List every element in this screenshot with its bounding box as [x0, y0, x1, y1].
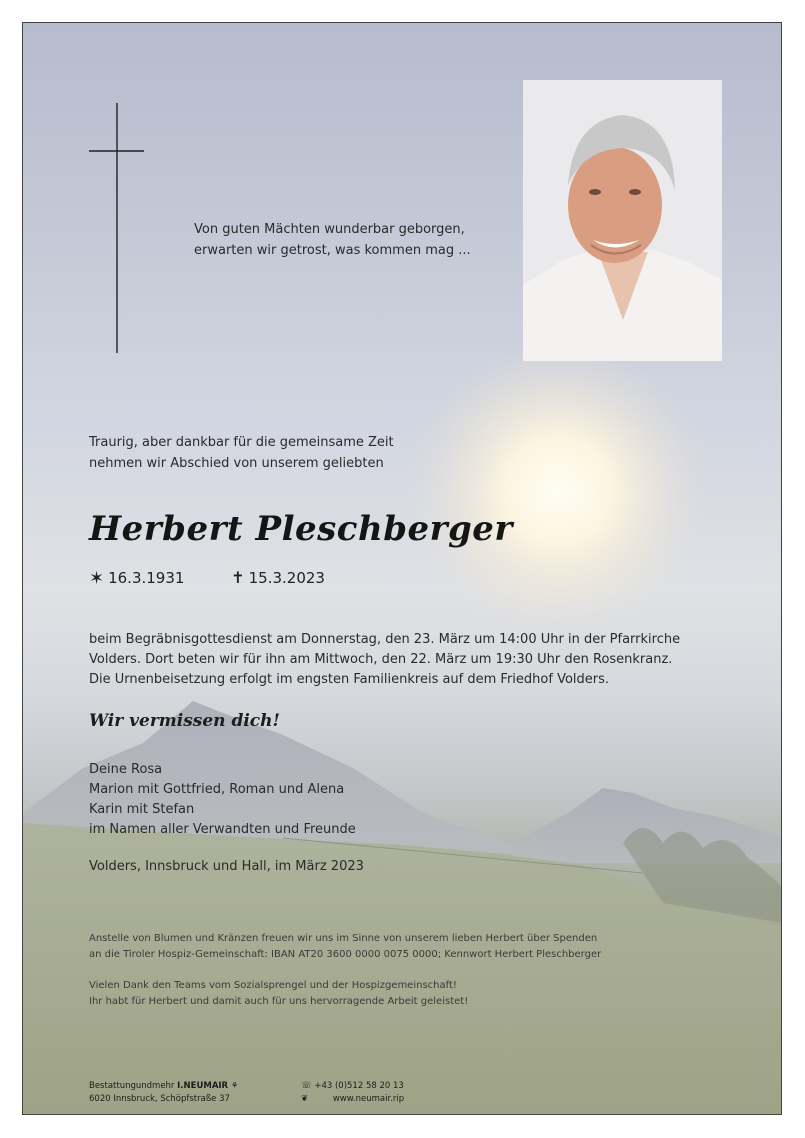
company-line	[89, 1080, 238, 1093]
donation-line-1: Anstelle von Blumen und Kränzen freuen wir uns im Sinne von unserem lieben Herbert über Spenden	[89, 933, 598, 944]
mourner: Karin mit Stefan	[89, 802, 195, 817]
donation-line-2: an die Tiroler Hospiz-Gemeinschaft: IBAN AT20 3600 0000 0075 0000; Kennwort Herbert Pleschberger	[89, 949, 602, 960]
butterfly-icon: ⚘	[230, 1081, 239, 1091]
birth-star-icon: ✶	[89, 568, 105, 589]
ceremony-line-3: Die Urnenbeisetzung erfolgt im engsten Familienkreis auf dem Friedhof Volders.	[89, 672, 610, 687]
footer-contact	[301, 1080, 404, 1106]
thanks-line-1: Vielen Dank den Teams vom Sozialsprengel und der Hospizgemeinschaft!	[89, 980, 457, 991]
mourner: Marion mit Gottfried, Roman und Alena	[89, 782, 345, 797]
phone-icon: ☏	[301, 1081, 312, 1091]
intro-line-2: nehmen wir Abschied von unserem geliebten	[89, 456, 384, 471]
intro-text	[89, 432, 394, 474]
sun	[408, 341, 708, 641]
cross-icon	[88, 103, 144, 353]
company-brand: I.NEUMAIR	[177, 1081, 229, 1091]
thanks-note	[89, 978, 468, 1010]
deceased-name: Herbert Pleschberger	[89, 509, 513, 549]
ceremony-line-1: beim Begräbnisgottesdienst am Donnerstag, den 23. März um 14:00 Uhr in der Pfarrkirche	[89, 632, 681, 647]
life-dates	[89, 568, 325, 589]
mourners-list	[89, 760, 356, 840]
phone-row	[301, 1080, 404, 1093]
death-cross-icon: ✝	[231, 568, 245, 587]
quote-line-1: Von guten Mächten wunderbar geborgen,	[194, 222, 465, 237]
website-row	[301, 1093, 404, 1106]
thanks-line-2: Ihr habt für Herbert und damit auch für uns hervorragende Arbeit geleistet!	[89, 996, 469, 1007]
place-date: Volders, Innsbruck und Hall, im März 2023	[89, 859, 364, 874]
mourner: im Namen aller Verwandten und Freunde	[89, 822, 356, 837]
mourner: Deine Rosa	[89, 762, 163, 777]
ceremony-line-2: Volders. Dort beten wir für ihn am Mittwoch, den 22. März um 19:30 Uhr den Rosenkranz.	[89, 652, 673, 667]
company-address: 6020 Innsbruck, Schöpfstraße 37	[89, 1094, 230, 1104]
intro-line-1: Traurig, aber dankbar für die gemeinsame Zeit	[89, 435, 394, 450]
ceremony-text	[89, 630, 729, 690]
company-name: Bestattungundmehr	[89, 1081, 175, 1091]
portrait-photo	[523, 80, 722, 361]
quote-line-2: erwarten wir getrost, was kommen mag ...	[194, 243, 471, 258]
death-date: 15.3.2023	[248, 569, 325, 587]
donation-note	[89, 931, 601, 963]
portrait-image	[523, 80, 722, 361]
footer-company	[89, 1080, 238, 1106]
butterfly-icon: ❦	[301, 1094, 309, 1104]
obituary-card	[22, 22, 782, 1115]
website-link[interactable]: www.neumair.rip	[332, 1094, 405, 1104]
quote	[194, 219, 471, 261]
motto: Wir vermissen dich!	[89, 711, 280, 731]
birth-date: 16.3.1931	[108, 569, 185, 587]
phone-number[interactable]: +43 (0)512 58 20 13	[314, 1081, 404, 1091]
